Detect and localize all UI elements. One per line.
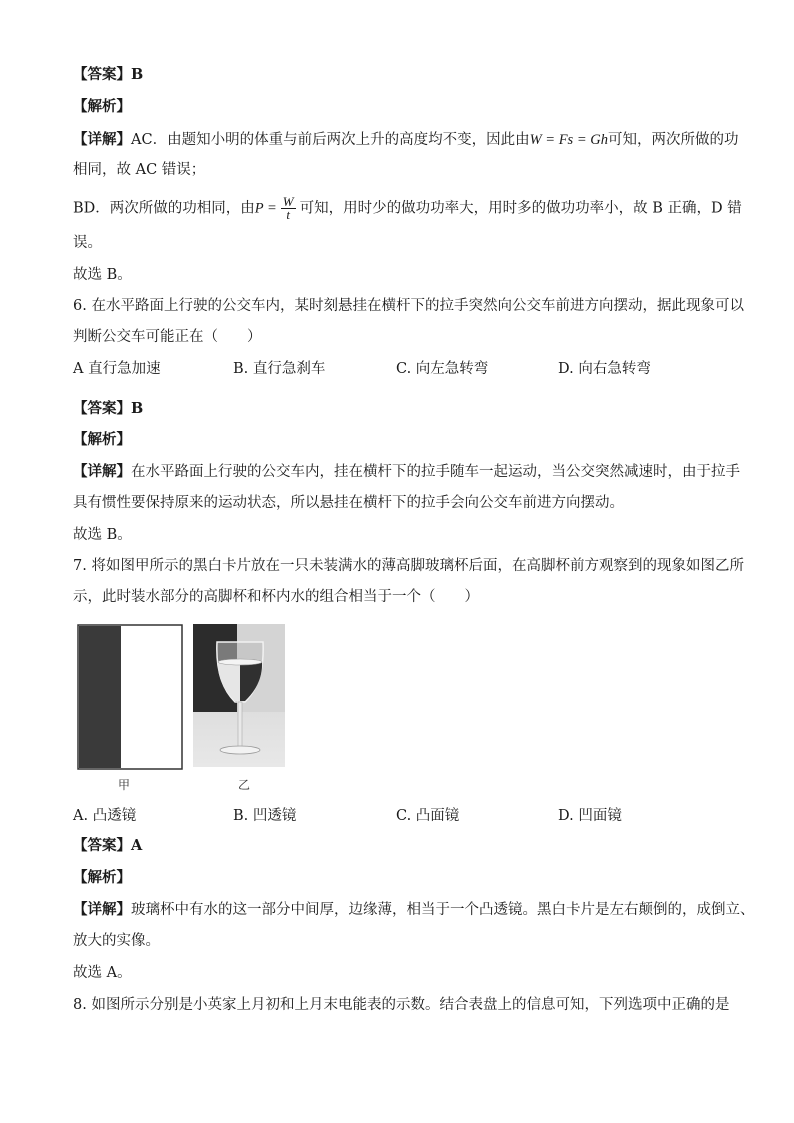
q7-stem-line-2: 示，此时装水部分的高脚杯和杯内水的组合相当于一个（ ） — [73, 589, 479, 605]
answer-tag: 【答案】 — [73, 66, 131, 83]
figure-wine-glass-photo — [193, 624, 285, 767]
analysis-tag: 【解析】 — [73, 98, 131, 115]
q5-detail-line-2: 相同，故 AC 错误； — [73, 162, 206, 178]
q6-option-a: A 直行急加速 — [73, 361, 161, 377]
q6-answer-line — [73, 399, 143, 419]
q6-option-b: B. 直行急刹车 — [233, 361, 326, 377]
figure-card-black-white — [77, 624, 183, 770]
q6-detail-line-2: 具有惯性要保持原来的运动状态，所以悬挂在横杆下的拉手会向公交车前进方向摆动。 — [73, 495, 624, 511]
q7-option-c: C. 凸面镜 — [396, 808, 460, 824]
analysis-tag: 【解析】 — [73, 431, 131, 448]
answer-value: B — [131, 66, 144, 83]
q7-option-d: D. 凹面镜 — [558, 808, 622, 824]
formula-work: W = Fs = Gh — [529, 132, 608, 148]
answer-value: A — [131, 837, 143, 854]
q7-option-a: A. 凸透镜 — [73, 808, 137, 824]
q7-option-b: B. 凹透镜 — [233, 808, 297, 824]
answer-value: B — [131, 400, 144, 417]
q7-conclusion: 故选 A。 — [73, 965, 132, 981]
answer-tag: 【答案】 — [73, 400, 131, 417]
q7-stem-line-1: 7. 将如图甲所示的黑白卡片放在一只未装满水的薄高脚玻璃杯后面，在高脚杯前方观察到的现象如图乙所 — [73, 558, 744, 574]
detail-tag: 【详解】 — [73, 463, 131, 480]
q5-detail-line-4: 误。 — [73, 235, 102, 251]
formula-power: P = — [254, 200, 277, 217]
q5-conclusion: 故选 B。 — [73, 267, 132, 283]
q7-detail-line-1: 【详解】玻璃杯中有水的这一部分中间厚，边缘薄，相当于一个凸透镜。黑白卡片是左右颠倒的，成倒立、 — [73, 901, 755, 918]
q5-detail-line-1: 【详解】AC．由题知小明的体重与前后两次上升的高度均不变，因此由W = Fs = Gh可知，两次所做的功 — [73, 131, 739, 148]
detail-tag: 【详解】 — [73, 901, 131, 918]
fraction-w-over-t: $\frac{W}{t}$ — [282, 194, 294, 222]
q7-answer-line — [73, 836, 142, 856]
q6-detail-line-1: 【详解】在水平路面上行驶的公交车内，挂在横杆下的拉手随车一起运动，当公交突然减速时，由于拉手 — [73, 463, 740, 480]
q6-stem-line-1: 6. 在水平路面上行驶的公交车内，某时刻悬挂在横杆下的拉手突然向公交车前进方向摆动，据此现象可以 — [73, 298, 744, 314]
detail-tag: 【详解】 — [73, 131, 131, 148]
q6-option-d: D. 向右急转弯 — [558, 361, 651, 377]
analysis-tag: 【解析】 — [73, 869, 131, 886]
answer-tag: 【答案】 — [73, 837, 131, 854]
figure-caption-jia: 甲 — [118, 778, 131, 792]
figure-caption-yi: 乙 — [238, 778, 251, 792]
q6-option-c: C. 向左急转弯 — [396, 361, 489, 377]
q6-conclusion: 故选 B。 — [73, 527, 132, 543]
q7-detail-line-2: 放大的实像。 — [73, 933, 160, 949]
q8-stem-line-1: 8. 如图所示分别是小英家上月初和上月末电能表的示数。结合表盘上的信息可知，下列选项中正确的是 — [73, 997, 730, 1013]
q5-detail-line-3: BD．两次所做的功相同，由P = $\frac{W}{t}$ 可知，用时少的做功功率大，用时多的做功功率小，故 B 正确，D 错 — [73, 194, 742, 222]
q6-stem-line-2: 判断公交车可能正在（ ） — [73, 329, 262, 345]
q5-answer-line — [73, 65, 143, 85]
